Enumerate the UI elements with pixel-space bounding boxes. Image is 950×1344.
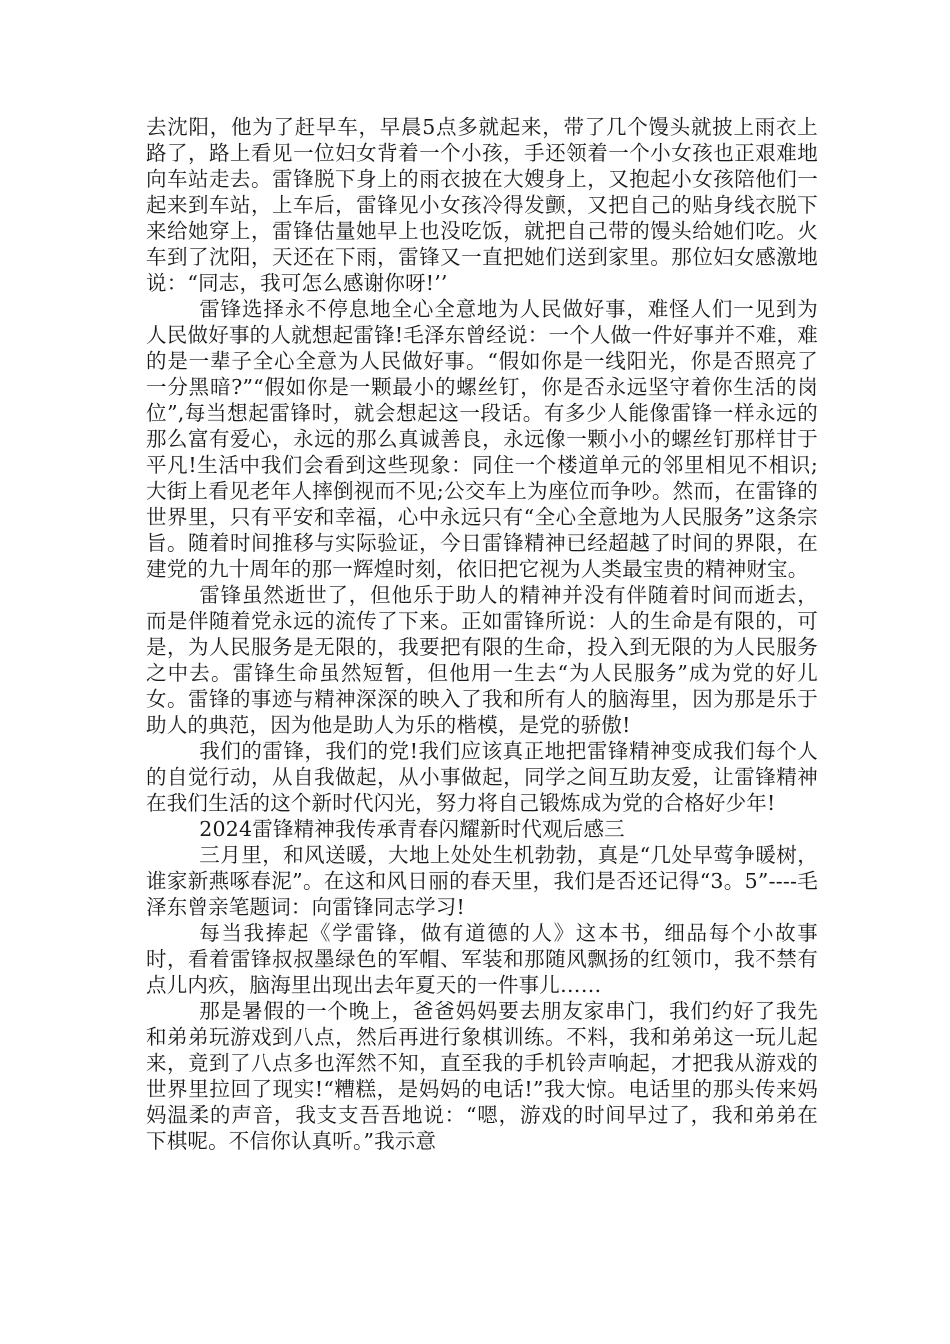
paragraph-1: 去沈阳，他为了赶早车，早晨5点多就起来，带了几个馒头就披上雨衣上路了，路上看见一位妇女背着一个小孩，手还领着一个小女孩也正艰难地向车站走去。雷锋脱下身上的雨衣披在大嫂身上，又抱起小女孩陪他们一起来到车站，上车后，雷锋见小女孩冷得发颤，又把自己的贴身线衣脱下来给她穿上，雷锋估量她早上也没吃饭，就把自己带的馒头给她们吃。火车到了沈阳，天还在下雨，雷锋又一直把她们送到家里。那位妇女感激地说：“同志，我可怎么感谢你呀!’’ — [146, 115, 818, 295]
paragraph-7: 每当我捧起《学雷锋，做有道德的人》这本书，细品每个小故事时，看着雷锋叔叔墨绿色的军帽、军装和那随风飘扬的红领巾，我不禁有点儿内疚，脑海里出现出去年夏天的一件事儿…… — [146, 921, 818, 997]
paragraph-4: 我们的雷锋，我们的党!我们应该真正地把雷锋精神变成我们每个人的自觉行动，从自我做起，从小事做起，同学之间互助友爱，让雷锋精神在我们生活的这个新时代闪光，努力将自己锻炼成为党的合格好少年! — [146, 739, 818, 815]
paragraph-8: 那是暑假的一个晚上，爸爸妈妈要去朋友家串门，我们约好了我先和弟弟玩游戏到八点，然后再进行象棋训练。不料，我和弟弟这一玩儿起来，竟到了八点多也浑然不知，直至我的手机铃声响起，才把我从游戏的世界里拉回了现实!“糟糕，是妈妈的电话!”我大惊。电话里的那头传来妈妈温柔的声音，我支支吾吾地说：“嗯，游戏的时间早过了，我和弟弟在下棋呢。不信你认真听。”我示意 — [146, 999, 818, 1153]
paragraph-2: 雷锋选择永不停息地全心全意地为人民做好事，难怪人们一见到为人民做好事的人就想起雷锋!毛泽东曾经说：一个人做一件好事并不难，难的是一辈子全心全意为人民做好事。“假如你是一线阳光，你是否照亮了一分黑暗?”“假如你是一颗最小的螺丝钉，你是否永远坚守着你生活的岗位”,每当想起雷锋时，就会想起这一段话。有多少人能像雷锋一样永远的那么富有爱心，永远的那么真诚善良，永远像一颗小小的螺丝钉那样甘于平凡!生活中我们会看到这些现象：同住一个楼道单元的邻里相见不相识;大街上看见老年人摔倒视而不见;公交车上为座位而争吵。然而，在雷锋的世界里，只有平安和幸福，心中永远只有“全心全意地为人民服务”这条宗旨。随着时间推移与实际验证，今日雷锋精神已经超越了时间的界限，在建党的九十周年的那一辉煌时刻，依旧把它视为人类最宝贵的精神财宝。 — [146, 297, 818, 581]
document-page — [146, 114, 818, 1154]
section-heading: 2024雷锋精神我传承青春闪耀新时代观后感三 — [199, 817, 625, 841]
paragraph-3: 雷锋虽然逝世了，但他乐于助人的精神并没有伴随着时间而逝去，而是伴随着党永远的流传了下来。正如雷锋所说：人的生命是有限的，可是，为人民服务是无限的，我要把有限的生命，投入到无限的为人民服务之中去。雷锋生命虽然短暂，但他用一生去“为人民服务”成为党的好儿女。雷锋的事迹与精神深深的映入了我和所有人的脑海里，因为那是乐于助人的典范，因为他是助人为乐的楷模，是党的骄傲! — [146, 583, 818, 737]
paragraph-6: 三月里，和风送暖，大地上处处生机勃勃，真是“几处早莺争暖树，谁家新燕啄春泥”。在这和风日丽的春天里，我们是否还记得“3。5”----毛泽东曾亲笔题词：向雷锋同志学习! — [146, 843, 818, 919]
